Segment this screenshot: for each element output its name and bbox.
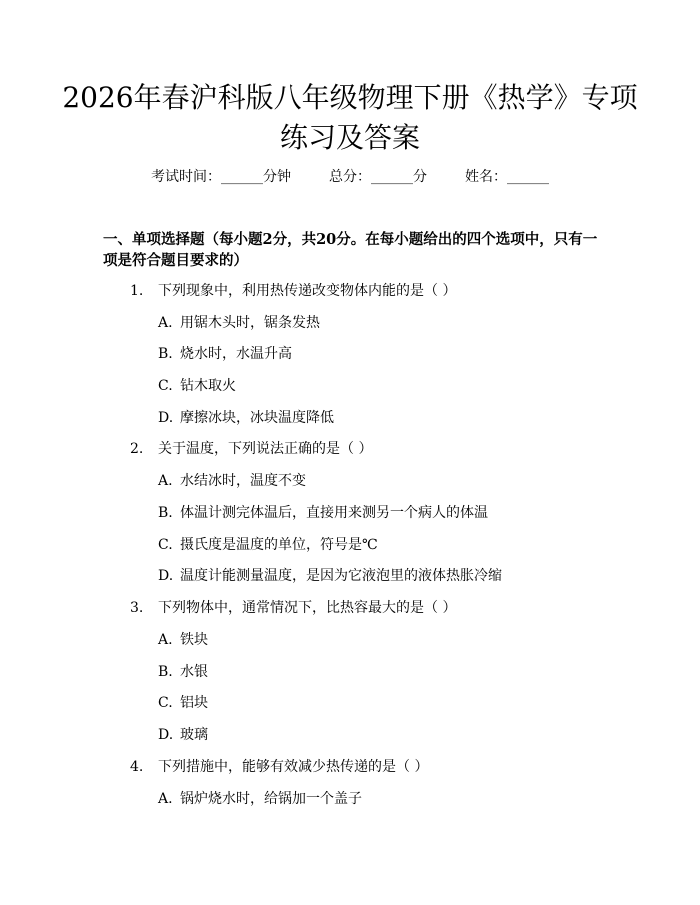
q1-option-d: D. 摩擦冰块，冰块温度降低 [158,410,334,426]
q2-option-d: D. 温度计能测量温度，是因为它液泡里的液体热胀冷缩 [158,568,502,584]
question-text: 下列措施中，能够有效减少热传递的是（ ） [158,759,429,775]
question-text: 下列现象中，利用热传递改变物体内能的是（ ） [158,283,457,299]
page-title: 2026年春沪科版八年级物理下册《热学》专项练习及答案 [62,81,638,154]
question-number: 1. [130,283,144,299]
exam-time-field: 考试时间：______分钟 [151,169,291,185]
question-number: 3. [130,600,144,616]
q1-option-b: B. 烧水时，水温升高 [158,346,292,362]
q3-option-a: A. 铁块 [158,632,208,648]
question-text: 关于温度，下列说法正确的是（ ） [158,441,373,457]
student-name-field: 姓名：______ [465,169,549,185]
q3-option-b: B. 水银 [158,664,208,680]
q1-option-c: C. 钻木取火 [158,378,236,394]
q3-option-c: C. 铝块 [158,695,208,711]
q3-option-d: D. 玻璃 [158,727,208,743]
section-heading: 一、单项选择题（每小题2分，共20分。在每小题给出的四个选项中，只有一项是符合题目要求的） [103,231,598,269]
q2-option-a: A. 水结冰时，温度不变 [158,473,306,489]
question-number: 4. [130,759,144,775]
question-text: 下列物体中，通常情况下，比热容最大的是（ ） [158,600,457,616]
q4-option-a: A. 锅炉烧水时，给锅加一个盖子 [158,791,362,807]
q2-option-c: C. 摄氏度是温度的单位，符号是℃ [158,537,378,553]
question-number: 2. [130,441,144,457]
total-score-field: 总分：______分 [329,169,427,185]
q2-option-b: B. 体温计测完体温后，直接用来测另一个病人的体温 [158,505,488,521]
q1-option-a: A. 用锯木头时，锯条发热 [158,315,320,331]
exam-info-line [0,167,700,187]
